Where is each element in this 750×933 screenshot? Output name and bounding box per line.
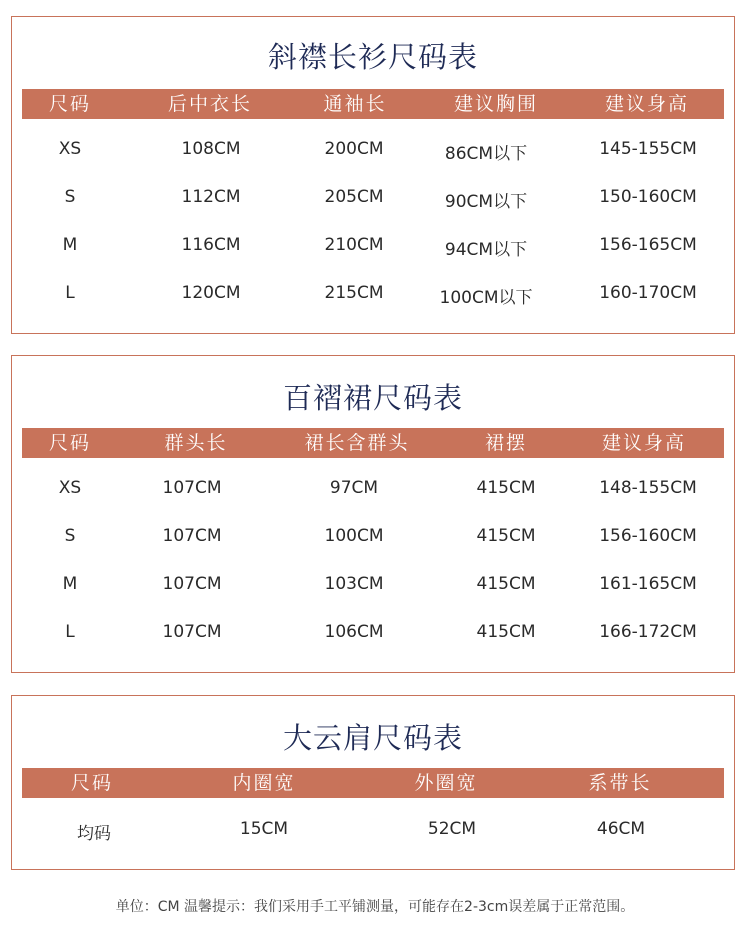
header-cell: 建议身高: [604, 93, 690, 115]
header-cell: 通袖长: [323, 93, 387, 115]
header-cell: 系带长: [588, 772, 652, 794]
header-cell: 裙长含群头: [304, 432, 410, 454]
header-cell: 裙摆: [484, 432, 528, 454]
table-title: 百褶裙尺码表: [282, 381, 463, 415]
table-cell: 15CM: [239, 819, 289, 839]
table-cell: 156-160CM: [599, 526, 697, 546]
header-cell: 群头长: [164, 432, 228, 454]
table-cell: XS: [58, 478, 82, 498]
table-cell: L: [65, 622, 75, 642]
table-cell: 107CM: [162, 574, 222, 594]
size-table-panel-long-robe: [11, 16, 735, 334]
table-cell: 415CM: [476, 622, 536, 642]
table-title: 斜襟长衫尺码表: [267, 40, 478, 74]
table-cell: 120CM: [181, 283, 241, 303]
table-header: [22, 89, 724, 119]
table-cell: 86CM以下: [444, 144, 528, 164]
header-cell: 外圈宽: [414, 772, 478, 794]
table-cell: 100CM以下: [439, 288, 533, 308]
table-cell: 415CM: [476, 526, 536, 546]
table-cell: 160-170CM: [599, 283, 697, 303]
table-cell: XS: [58, 139, 82, 159]
header-cell: 内圈宽: [232, 772, 296, 794]
table-cell: 166-172CM: [599, 622, 697, 642]
table-cell: 415CM: [476, 478, 536, 498]
table-cell: S: [64, 526, 76, 546]
table-cell: 103CM: [324, 574, 384, 594]
table-cell: 205CM: [324, 187, 384, 207]
table-cell: L: [65, 283, 75, 303]
table-cell: 215CM: [324, 283, 384, 303]
table-cell: 108CM: [181, 139, 241, 159]
table-cell: 46CM: [596, 819, 646, 839]
header-cell: 建议身高: [601, 432, 687, 454]
header-cell: 尺码: [48, 93, 92, 115]
table-cell: S: [64, 187, 76, 207]
header-cell: 尺码: [48, 432, 92, 454]
table-cell: 161-165CM: [599, 574, 697, 594]
table-cell: 100CM: [324, 526, 384, 546]
table-cell: M: [62, 574, 78, 594]
table-title: 大云肩尺码表: [282, 721, 463, 755]
table-cell: 145-155CM: [599, 139, 697, 159]
table-cell: 200CM: [324, 139, 384, 159]
table-cell: 116CM: [181, 235, 241, 255]
table-cell: 90CM以下: [444, 192, 528, 212]
size-table-panel-pleated-skirt: [11, 355, 735, 673]
table-cell: 107CM: [162, 478, 222, 498]
header-cell: 后中衣长: [167, 93, 253, 115]
table-cell: 156-165CM: [599, 235, 697, 255]
table-cell: 97CM: [329, 478, 379, 498]
table-cell: 210CM: [324, 235, 384, 255]
size-table-panel-cloud-shawl: [11, 695, 735, 870]
table-cell: 均码: [77, 824, 111, 844]
table-cell: 148-155CM: [599, 478, 697, 498]
table-cell: 94CM以下: [444, 240, 528, 260]
header-cell: 建议胸围: [453, 93, 539, 115]
table-cell: 415CM: [476, 574, 536, 594]
header-cell: 尺码: [70, 772, 114, 794]
table-header: [22, 768, 724, 798]
table-cell: 112CM: [181, 187, 241, 207]
table-cell: 150-160CM: [599, 187, 697, 207]
footnote: 单位：CM 温馨提示：我们采用手工平铺测量，可能存在2-3cm误差属于正常范围。: [115, 899, 635, 915]
table-cell: 107CM: [162, 526, 222, 546]
table-cell: 107CM: [162, 622, 222, 642]
table-cell: 106CM: [324, 622, 384, 642]
table-header: [22, 428, 724, 458]
table-cell: 52CM: [427, 819, 477, 839]
table-cell: M: [62, 235, 78, 255]
